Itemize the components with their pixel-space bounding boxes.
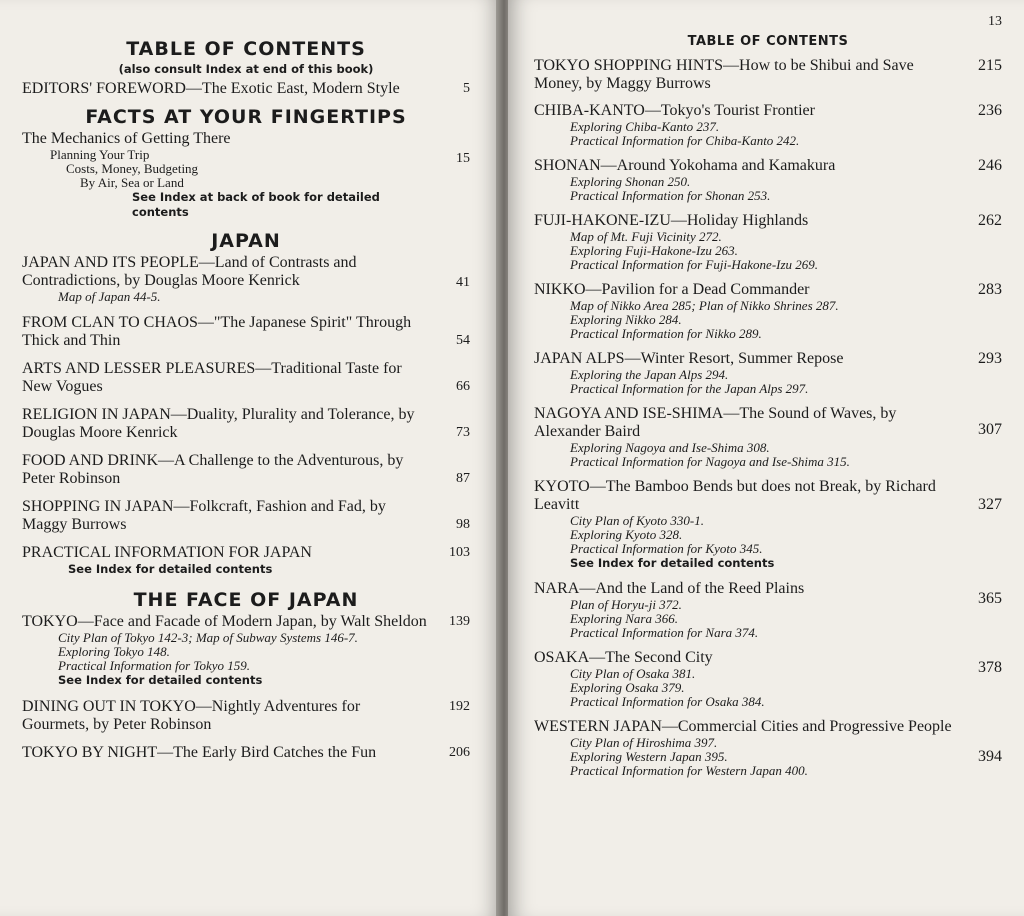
entry-sub: Practical Information for Western Japan 400. [570,763,808,778]
entry-sub: Practical Information for Shonan 253. [570,188,771,203]
toc-entry[interactable] [534,649,1002,709]
entry-sub: Practical Information for Chiba-Kanto 242. [570,133,800,148]
toc-entry[interactable] [534,57,1002,93]
entry-sub: City Plan of Tokyo 142-3; Map of Subway Systems 146-7. [58,630,358,645]
entry-page: 378 [978,659,1002,676]
toc-entry[interactable] [22,744,470,762]
entry-sub: Practical Information for Kyoto 345. [570,541,763,556]
entry-title: PRACTICAL INFORMATION FOR JAPAN [22,544,312,561]
entry-title: JAPAN AND ITS PEOPLE—Land of Contrasts and Contradictions, by Douglas Moore Kenrick [22,254,357,289]
entry-page: 192 [449,699,470,714]
entry-sub: Practical Information for Tokyo 159. [58,658,250,673]
entry-title: The Mechanics of Getting There [22,130,231,147]
entry-title: TOKYO—Face and Facade of Modern Japan, by Walt Sheldon [22,613,427,630]
entry-sub: Exploring Western Japan 395. [570,749,728,764]
entry-sub: Exploring Chiba-Kanto 237. [570,119,720,134]
toc-entry[interactable] [22,698,470,734]
toc-entry[interactable] [534,281,1002,341]
entry-page: 41 [456,275,470,290]
entry-title: FOOD AND DRINK—A Challenge to the Adventurous, by Peter Robinson [22,452,404,487]
entry-page: 98 [456,517,470,532]
entry-page: 206 [449,745,470,760]
toc-entry[interactable] [22,498,470,534]
entry-page: 66 [456,379,470,394]
toc-entry-foreword[interactable] [22,80,470,98]
toc-entry[interactable] [22,613,470,688]
toc-entry[interactable] [534,405,1002,469]
entry-page: 139 [449,614,470,629]
entry-title: TOKYO SHOPPING HINTS—How to be Shibui and Save Money, by Maggy Burrows [534,57,914,92]
entry-title: SHONAN—Around Yokohama and Kamakura [534,157,836,174]
entry-sub: Exploring Nagoya and Ise-Shima 308. [570,440,770,455]
entry-page: 283 [978,281,1002,298]
entry-page: 246 [978,157,1002,174]
entry-title: FROM CLAN TO CHAOS—"The Japanese Spirit" Through Thick and Thin [22,314,412,349]
entry-title: TOKYO BY NIGHT—The Early Bird Catches the Fun [22,744,377,761]
entry-page: 293 [978,350,1002,367]
entry-sub: Map of Mt. Fuji Vicinity 272. [570,229,722,244]
toc-entry[interactable] [22,452,470,488]
entry-page: 54 [456,333,470,348]
entry-title: FUJI-HAKONE-IZU—Holiday Highlands [534,212,809,229]
entry-sub: By Air, Sea or Land [80,175,184,190]
entry-title: JAPAN ALPS—Winter Resort, Summer Repose [534,350,844,367]
toc-entry[interactable] [22,360,470,396]
entry-sub: Practical Information for Nikko 289. [570,326,762,341]
entry-sub: City Plan of Osaka 381. [570,666,696,681]
entry-title: ARTS AND LESSER PLEASURES—Traditional Taste for New Vogues [22,360,402,395]
entry-sub: Practical Information for Osaka 384. [570,694,765,709]
entry-title: NAGOYA AND ISE-SHIMA—The Sound of Waves, by Alexander Baird [534,405,897,440]
entry-sub: Exploring Shonan 250. [570,174,691,189]
toc-entry[interactable] [22,254,470,304]
entry-page: 73 [456,425,470,440]
entry-title: SHOPPING IN JAPAN—Folkcraft, Fashion and Fad, by Maggy Burrows [22,498,386,533]
entry-note: See Index for detailed contents [58,673,263,687]
entry-sub: Plan of Horyu-ji 372. [570,597,682,612]
entry-sub: Costs, Money, Budgeting [66,161,199,176]
entry-page: 236 [978,102,1002,119]
entry-sub: Practical Information for the Japan Alps 297. [570,381,809,396]
entry-sub: Exploring Fuji-Hakone-Izu 263. [570,243,738,258]
page-number: 13 [988,14,1002,29]
toc-entry[interactable] [534,718,1002,778]
entry-sub: Exploring Nara 366. [570,611,678,626]
entry-note: See Index at back of book for detailed contents [132,190,380,219]
toc-entry[interactable] [22,544,470,577]
toc-entry[interactable] [534,212,1002,272]
entry-sub: Exploring Nikko 284. [570,312,682,327]
entry-sub: Exploring Tokyo 148. [58,644,170,659]
entry-page: 5 [463,81,470,96]
contents-subheading: (also consult Index at end of this book) [118,62,374,76]
section-heading-face: THE FACE OF JAPAN [133,589,359,611]
toc-entry[interactable] [22,406,470,442]
entry-sub: Exploring Osaka 379. [570,680,685,695]
toc-entry[interactable] [22,314,470,350]
entry-sub: Practical Information for Nara 374. [570,625,759,640]
section-heading-japan: JAPAN [211,230,281,252]
entry-sub: Practical Information for Nagoya and Ise-Shima 315. [570,454,850,469]
entry-page: 87 [456,471,470,486]
right-page [508,0,1024,916]
entry-note: See Index for detailed contents [570,556,775,570]
entry-sub: City Plan of Hiroshima 397. [570,735,718,750]
toc-entry[interactable] [534,350,1002,396]
entry-title: NARA—And the Land of the Reed Plains [534,580,805,597]
section-heading-facts: FACTS AT YOUR FINGERTIPS [85,106,407,128]
toc-entry-facts[interactable] [22,130,470,220]
entry-page: 262 [978,212,1002,229]
entry-title: NIKKO—Pavilion for a Dead Commander [534,281,810,298]
contents-heading: TABLE OF CONTENTS [126,38,366,60]
entry-sub: City Plan of Kyoto 330-1. [570,513,704,528]
entry-sub: Planning Your Trip [50,147,150,162]
toc-entry[interactable] [534,580,1002,640]
entry-title: EDITORS' FOREWORD—The Exotic East, Modern Style [22,80,400,97]
toc-entry[interactable] [534,157,1002,203]
entry-title: OSAKA—The Second City [534,649,713,666]
entry-page: 215 [978,57,1002,74]
entry-title: CHIBA-KANTO—Tokyo's Tourist Frontier [534,102,815,119]
entry-sub: Practical Information for Fuji-Hakone-Izu 269. [570,257,819,272]
entry-page: 103 [449,545,470,560]
entry-sub: Exploring the Japan Alps 294. [570,367,729,382]
entry-page: 327 [978,496,1002,513]
entry-sub: Map of Japan 44-5. [58,289,161,304]
toc-entry[interactable] [534,478,1002,571]
entry-title: DINING OUT IN TOKYO—Nightly Adventures for Gourmets, by Peter Robinson [22,698,361,733]
entry-page: 365 [978,590,1002,607]
contents-heading: TABLE OF CONTENTS [687,34,849,49]
entry-sub: Exploring Kyoto 328. [570,527,683,542]
entry-note: See Index for detailed contents [68,562,273,576]
left-page [0,0,500,916]
entry-page: 15 [456,151,470,166]
entry-title: RELIGION IN JAPAN—Duality, Plurality and Tolerance, by Douglas Moore Kenrick [22,406,415,441]
entry-title: WESTERN JAPAN—Commercial Cities and Progressive People [534,718,952,735]
entry-page: 394 [978,748,1002,765]
entry-page: 307 [978,421,1002,438]
entry-sub: Map of Nikko Area 285; Plan of Nikko Shrines 287. [570,298,839,313]
entry-title: KYOTO—The Bamboo Bends but does not Break, by Richard Leavitt [534,478,936,513]
toc-entry[interactable] [534,102,1002,148]
